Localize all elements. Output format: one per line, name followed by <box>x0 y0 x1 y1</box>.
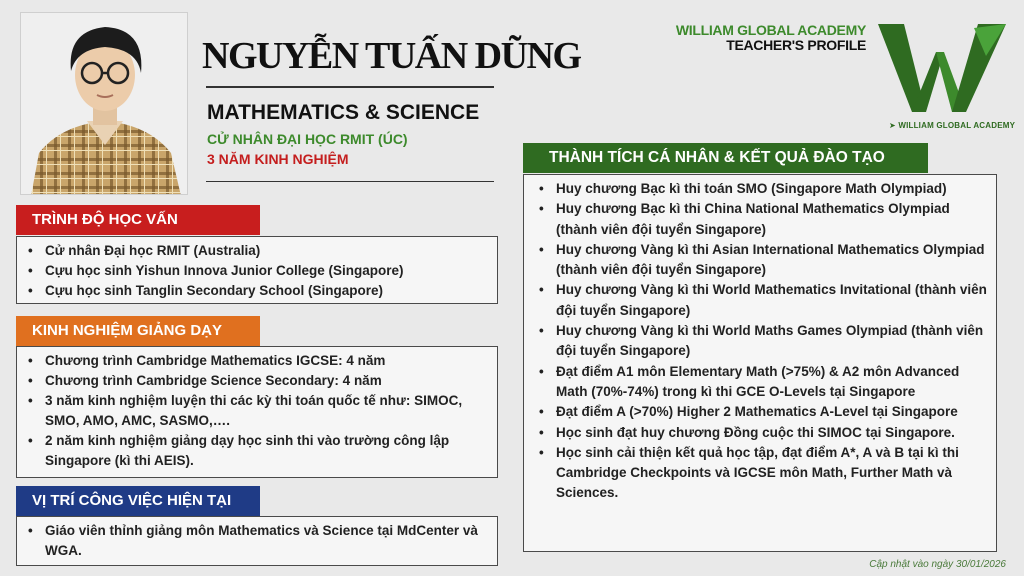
education-list <box>16 236 498 304</box>
logo-caption: ➤ WILLIAM GLOBAL ACADEMY <box>889 121 1016 130</box>
list-item: • Chương trình Cambridge Science Secondary: 4 năm <box>45 371 489 391</box>
academy-name: WILLIAM GLOBAL ACADEMY <box>675 22 866 38</box>
position-list <box>16 516 498 566</box>
teacher-photo <box>20 12 188 195</box>
list-item: • Huy chương Vàng kì thi World Mathematics Invitational (thành viên đội tuyển Singapore) <box>556 280 988 321</box>
education-section-title: TRÌNH ĐỘ HỌC VẤN <box>16 205 260 235</box>
list-item: • Học sinh cải thiện kết quả học tập, đạt điểm A*, A và B tại kì thi Cambridge Checkpoints và IGCSE môn Math, Further Math và Sciences. <box>556 443 988 504</box>
teaching-section-title: KINH NGHIỆM GIẢNG DẠY <box>16 316 260 346</box>
headline-divider <box>206 181 494 182</box>
list-item: • Huy chương Vàng kì thi Asian International Mathematics Olympiad (thành viên đội tuyển Singapore) <box>556 240 988 281</box>
portrait-illustration <box>21 13 188 195</box>
list-item: • Giáo viên thỉnh giảng môn Mathematics và Science tại MdCenter và WGA. <box>45 521 489 561</box>
list-item: • Cử nhân Đại học RMIT (Australia) <box>45 241 489 261</box>
profile-label: TEACHER'S PROFILE <box>726 37 866 53</box>
experience-years: 3 NĂM KINH NGHIỆM <box>207 151 349 167</box>
list-item: • Học sinh đạt huy chương Đồng cuộc thi SIMOC tại Singapore. <box>556 423 988 443</box>
list-item: • Huy chương Bạc kì thi China National Mathematics Olympiad (thành viên đội tuyển Singapore) <box>556 199 988 240</box>
name-divider <box>206 86 494 88</box>
degree-text: CỬ NHÂN ĐẠI HỌC RMIT (ÚC) <box>207 131 408 147</box>
achievements-section-title: THÀNH TÍCH CÁ NHÂN & KẾT QUẢ ĐÀO TẠO <box>523 143 928 173</box>
list-item: • 3 năm kinh nghiệm luyện thi các kỳ thi toán quốc tế như: SIMOC, SMO, AMO, AMC, SASMO,…. <box>45 391 489 431</box>
update-date: Cập nhật vào ngày 30/01/2026 <box>869 559 1006 570</box>
teaching-subject: MATHEMATICS & SCIENCE <box>207 101 480 124</box>
list-item: • Huy chương Vàng kì thi World Maths Games Olympiad (thành viên đội tuyển Singapore) <box>556 321 988 362</box>
wga-w-logo-icon <box>874 20 1008 118</box>
list-item: • Huy chương Bạc kì thi toán SMO (Singapore Math Olympiad) <box>556 179 988 199</box>
list-item: • 2 năm kinh nghiệm giảng dạy học sinh thi vào trường công lập Singapore (kì thi AEIS). <box>45 431 489 471</box>
teaching-list <box>16 346 498 478</box>
list-item: • Đạt điểm A (>70%) Higher 2 Mathematics A-Level tại Singapore <box>556 402 988 422</box>
list-item: • Cựu học sinh Yishun Innova Junior College (Singapore) <box>45 261 489 281</box>
list-item: • Cựu học sinh Tanglin Secondary School (Singapore) <box>45 281 489 301</box>
list-item: • Chương trình Cambridge Mathematics IGCSE: 4 năm <box>45 351 489 371</box>
achievements-list <box>523 174 997 552</box>
position-section-title: VỊ TRÍ CÔNG VIỆC HIỆN TẠI <box>16 486 260 516</box>
list-item: • Đạt điểm A1 môn Elementary Math (>75%) & A2 môn Advanced Math (70%-74%) trong kì thi GCE O-Levels tại Singapore <box>556 362 988 403</box>
teacher-name: NGUYỄN TUẤN DŨNG <box>202 35 581 77</box>
